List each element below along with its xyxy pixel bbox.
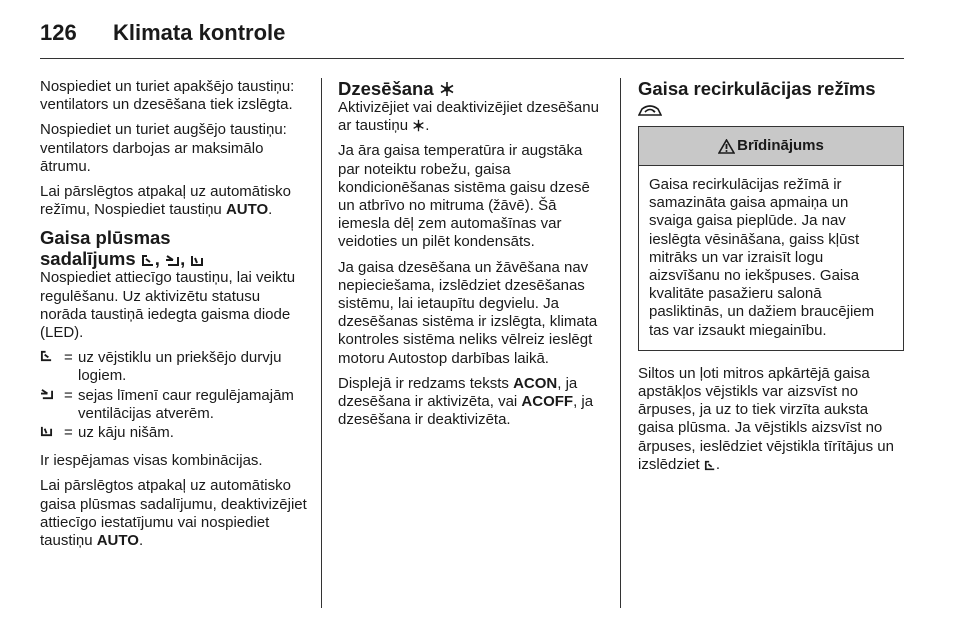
paragraph: Aktivizējiet vai deaktivizējiet dzesēšanu ar taustiņu . [338, 99, 599, 135]
airflow-definition-list [40, 349, 310, 442]
definition-row: = sejas līmenī caur regulējamajām ventilācijas atverēm. [40, 387, 310, 423]
auto-keyword: AUTO [225, 201, 269, 219]
warning-title: Brīdinājums [737, 136, 824, 154]
paragraph: Ja gaisa dzesēšana un žāvēšana nav nepieciešama, izslēdziet dzesēšanas sistēmu, lai ietaupītu degvielu. Ja dzesēšanas sistēma ir izslēgta, klimata kontroles sistēma neliks vēlreiz ieslēgt motoru Autostop darbības laikā. [338, 258, 598, 367]
section-heading-airflow: Gaisa plūsmas sadalījums , , [40, 227, 310, 269]
paragraph: Lai pārslēgtos atpakaļ uz automātisko režīmu, Nospiediet taustiņu AUTO. [40, 183, 291, 219]
airflow-windscreen-icon [704, 460, 716, 471]
acoff-keyword: ACOFF [521, 393, 574, 411]
airflow-feet-icon [190, 254, 204, 267]
paragraph: Displejā ir redzams teksts ACON, ja dzesēšana ir aktivizēta, vai ACOFF, ja dzesēšana ir deaktivizēta. [338, 374, 594, 429]
warning-text: Gaisa recirkulācijas režīmā ir samazināta gaisa apmaiņa un svaiga gaisa pieplūde. Ja nav ieslēgta vēsināšana, gaiss kļūst mitrāks un var izraisīt logu aizsvīšanu no iekšpuses. Gaisa kvalitāte pasažieru salonā pasliktinās, un dažiem braucējiem tas var izsaukt miegainību. [649, 176, 875, 339]
section-heading-cooling: Dzesēšana [338, 78, 608, 99]
paragraph: Ja āra gaisa temperatūra ir augstāka par noteiktu robežu, gaisa kondicionēšanas sistēma gaisu dzesē un atbrīvo no mitruma (žāvē). Šā iemesla dēļ zem automašīnas var veidoties un pilēt kondensāts. [338, 142, 590, 251]
paragraph: Lai pārslēgtos atpakaļ uz automātisko gaisa plūsmas sadalījumu, deaktivizējiet attiecīgo iestatījumu vai nospiediet taustiņu AUTO. [40, 477, 307, 550]
airflow-windscreen-icon [141, 254, 155, 267]
snowflake-icon [412, 119, 425, 132]
paragraph: Nospiediet un turiet augšējo taustiņu: ventilators darbojas ar maksimālo ātrumu. [40, 121, 287, 175]
column-divider [321, 78, 322, 608]
header-rule [40, 58, 904, 59]
page-header [40, 14, 904, 64]
column-middle [338, 78, 608, 436]
definition-row: = uz vējstiklu un priekšējo durvju logiem. [40, 349, 310, 385]
column-divider [620, 78, 621, 608]
airflow-feet-icon [40, 424, 64, 442]
warning-header [639, 127, 903, 166]
section-heading-recirculation: Gaisa recirkulācijas režīms [638, 78, 904, 120]
acon-keyword: ACON [513, 374, 558, 392]
definition-row: = uz kāju nišām. [40, 424, 310, 442]
page-number: 126 [40, 20, 77, 45]
paragraph: Nospiediet un turiet apakšējo taustiņu: ventilators un dzesēšana tiek izslēgta. [40, 78, 295, 114]
column-left [40, 78, 310, 557]
airflow-face-icon [40, 387, 64, 423]
paragraph: Ir iespējamas visas kombinācijas. [40, 452, 263, 470]
page-title: Klimata kontrole [113, 20, 286, 45]
recirculation-car-icon [638, 104, 662, 118]
airflow-face-icon [165, 254, 180, 267]
warning-triangle-icon [718, 139, 735, 154]
paragraph: Nospiediet attiecīgo taustiņu, lai veiktu regulēšanu. Uz aktivizētu statusu norāda taustiņā iedegta gaisma diode (LED). [40, 269, 296, 342]
paragraph: Siltos un ļoti mitros apkārtējā gaisa apstākļos vējstikls var aizsvīst no ārpuses, ja uz to tiek virzīta auksta gaisa plūsma. Ja vējstikls aizsvīst no ārpuses, ieslēdziet vējstikla tīrītājus un izslēdziet . [638, 364, 894, 473]
airflow-windscreen-icon [40, 349, 64, 385]
column-right [638, 78, 904, 481]
snowflake-icon [439, 81, 455, 97]
auto-keyword: AUTO [96, 532, 139, 550]
warning-box [638, 126, 904, 351]
